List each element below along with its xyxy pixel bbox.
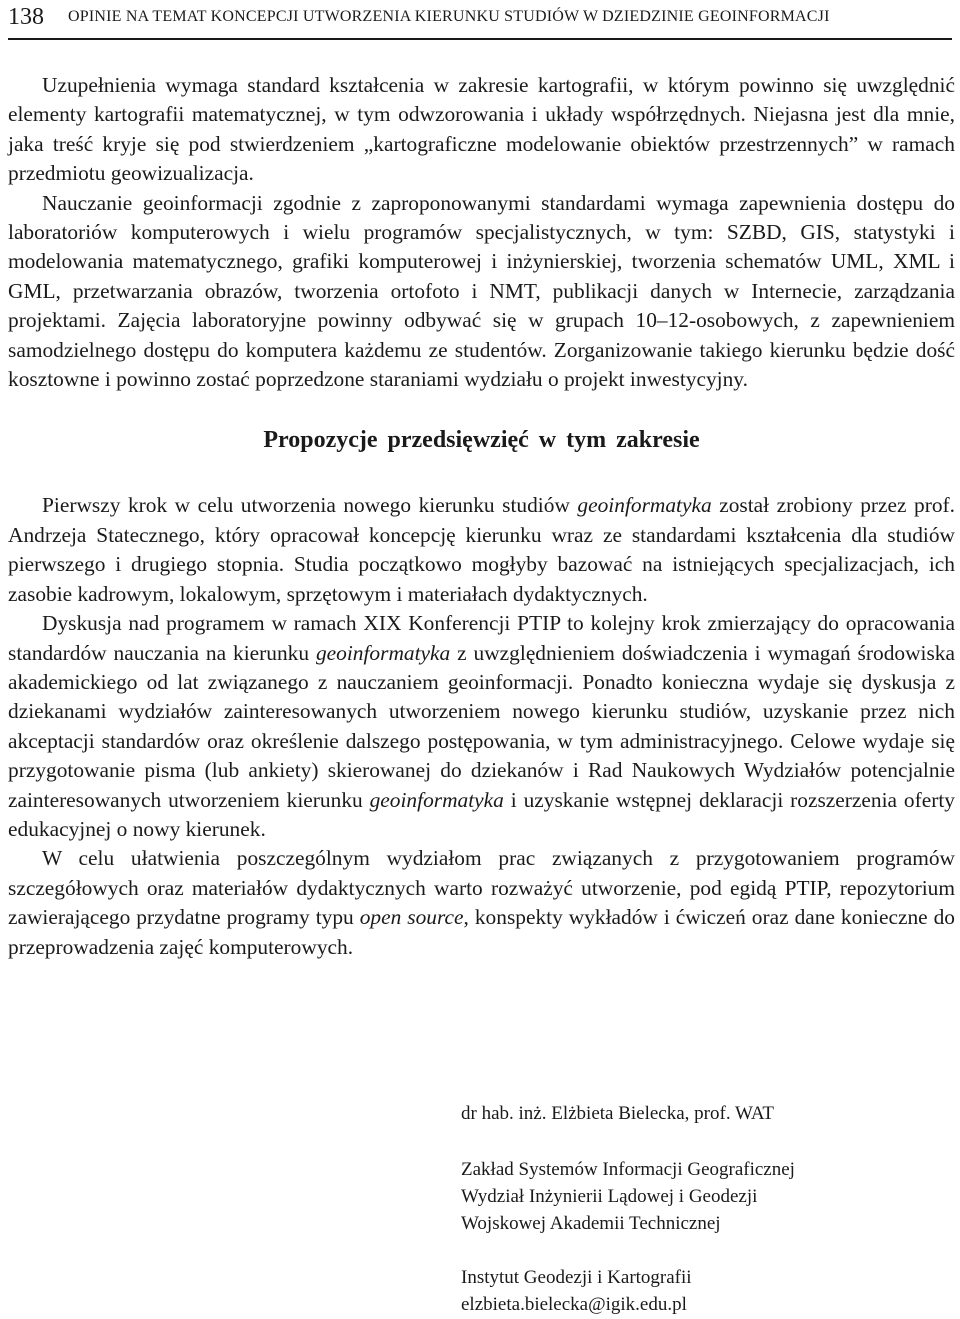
paragraph-repository: W celu ułatwienia poszczególnym wydziałom prac związanych z przygotowaniem programów szczegółowych oraz materiałów dydaktycznych warto rozważyć utworzenie, pod egidą PTIP, repozytorium zawierającego przydatne programy typu open source, konspekty wykładów i ćwiczeń oraz dane konieczne do przeprowadzenia zajęć komputerowych. xyxy=(8,846,956,959)
section-heading: Propozycje przedsięwzięć w tym zakresie xyxy=(263,427,700,454)
paragraph-cartography: Uzupełnienia wymaga standard kształcenia w zakresie kartografii, w którym powinno się uwzględnić elementy kartografii matematycznej, w tym odwzorowania i układy współrzędnych. Niejasna jest dla mnie, jaka treść kryje się pod stwierdzeniem „kartograficzne modelowanie obiektów przestrzennych” w ramach przedmiotu geowizualizacja. xyxy=(8,73,955,186)
paragraph-teaching-requirements: Nauczanie geoinformacji zgodnie z zaproponowanymi standardami wymaga zapewnienia dostępu do laboratoriów komputerowych i wielu programów specjalistycznych, w tym: SZBD, GIS, statystyki i modelowania matematycznego, grafiki komputerowej i inżynierskiej, tworzenia schematów UML, XML i GML, przetwarzania obrazów, tworzenia ortofoto i NMT, publikacji danych w Internecie, zarządzania projektami. Zajęcia laboratoryjne powinny odbywać się w grupach 10–12-osobowych, z zapewnieniem samodzielnego dostępu do komputera każdemu ze studentów. Zorganizowanie takiego kierunku będzie dość kosztowne i powinno zostać poprzedzone staraniami wydziału o projekt inwestycyjny. xyxy=(8,190,955,392)
affiliation-igik: Instytut Geodezji i Kartografii elzbieta.bielecka@igik.edu.pl xyxy=(461,1264,692,1318)
page-header xyxy=(8,2,952,40)
running-head: OPINIE NA TEMAT KONCEPCJI UTWORZENIA KIERUNKU STUDIÓW W DZIEDZINIE GEOINFORMACJI xyxy=(68,8,830,25)
affiliation-wat: Zakład Systemów Informacji Geograficznej Wydział Inżynierii Lądowej i Geodezji Wojskowej Akademii Technicznej xyxy=(461,1159,795,1234)
paragraph-discussion: Dyskusja nad programem w ramach XIX Konferencji PTIP to kolejny krok zmierzający do opracowania standardów nauczania na kierunku geoinformatyka z uwzględnieniem doświadczenia i wymagań środowiska akademickiego od lat związanego z nauczaniem geoinformacji. Ponadto konieczna wydaje się dyskusja z dziekanami wydziałów zainteresowanych utworzeniem nowego kierunku studiów, uzyskanie przez nich akceptacji standardów oraz określenie dalszego postępowania, w tym administracyjnego. Celowe wydaje się przygotowanie pisma (lub ankiety) skierowanej do dziekanów i Rad Naukowych Wydziałów potencjalnie zainteresowanych utworzeniem kierunku geoinformatyka i uzyskanie wstępnej deklaracji rozszerzenia oferty edukacyjnej o nowy kierunek. xyxy=(8,611,955,841)
author-email: elzbieta.bielecka@igik.edu.pl xyxy=(461,1294,687,1315)
page-number: 138 xyxy=(8,4,44,30)
article-body xyxy=(8,71,955,962)
paragraph-first-step: Pierwszy krok w celu utworzenia nowego kierunku studiów geoinformatyka został zrobiony przez prof. Andrzeja Statecznego, który opracował koncepcję kierunku wraz ze standardami kształcenia dla studiów pierwszego i drugiego stopnia. Studia początkowo mogłyby bazować na istniejących specjalizacjach, ich zasobie kadrowym, lokalowym, sprzętowym i materiałach dydaktycznych. xyxy=(8,493,955,606)
author-name: dr hab. inż. Elżbieta Bielecka, prof. WAT xyxy=(461,1103,775,1124)
